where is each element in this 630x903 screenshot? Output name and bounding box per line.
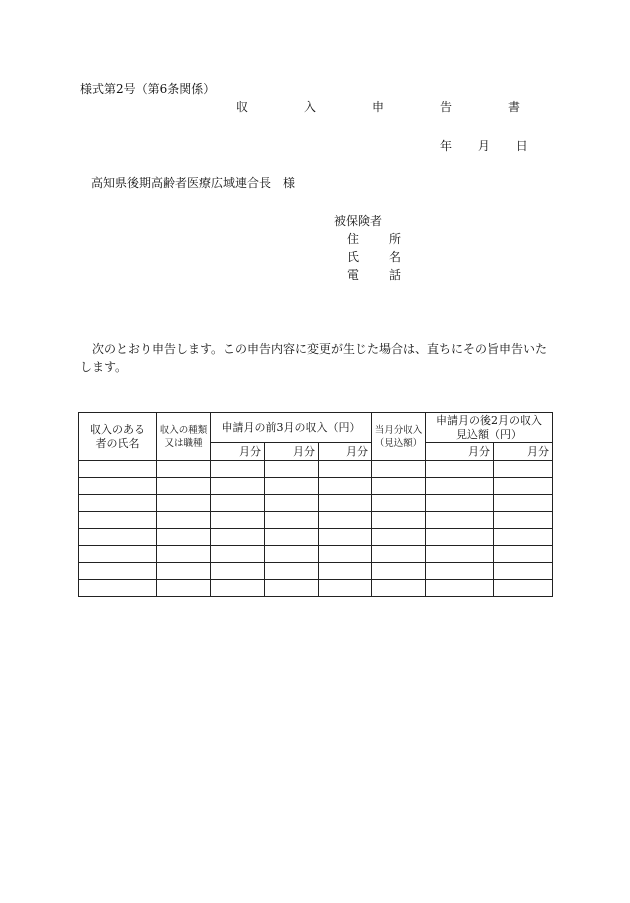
header-next2-income: 申請月の後2月の収入 見込額（円） bbox=[426, 413, 553, 443]
header-current-income: 当月分収入 （見込額） bbox=[372, 413, 426, 461]
blank-cell[interactable] bbox=[494, 478, 553, 495]
blank-cell[interactable] bbox=[211, 495, 265, 512]
table-row bbox=[79, 478, 553, 495]
blank-cell[interactable] bbox=[426, 478, 494, 495]
blank-cell[interactable] bbox=[319, 529, 372, 546]
document-title: 収 入 申 告 書 bbox=[236, 100, 543, 114]
blank-cell[interactable] bbox=[319, 478, 372, 495]
blank-cell[interactable] bbox=[79, 478, 157, 495]
blank-cell[interactable] bbox=[211, 461, 265, 478]
blank-cell[interactable] bbox=[319, 546, 372, 563]
blank-cell[interactable] bbox=[372, 529, 426, 546]
blank-cell[interactable] bbox=[157, 529, 211, 546]
blank-cell[interactable] bbox=[494, 580, 553, 597]
blank-cell[interactable] bbox=[211, 580, 265, 597]
blank-cell[interactable] bbox=[157, 512, 211, 529]
table-row bbox=[79, 546, 553, 563]
table-row bbox=[79, 461, 553, 478]
blank-cell[interactable] bbox=[494, 495, 553, 512]
month-header: 月分 bbox=[494, 443, 553, 461]
blank-cell[interactable] bbox=[319, 495, 372, 512]
header-prev3-income: 申請月の前3月の収入（円） bbox=[211, 413, 372, 443]
date-line bbox=[440, 137, 550, 154]
blank-cell[interactable] bbox=[157, 478, 211, 495]
blank-cell[interactable] bbox=[211, 563, 265, 580]
blank-cell[interactable] bbox=[265, 461, 319, 478]
blank-cell[interactable] bbox=[494, 546, 553, 563]
month-label: 月 bbox=[477, 139, 490, 153]
blank-cell[interactable] bbox=[426, 563, 494, 580]
blank-cell[interactable] bbox=[265, 529, 319, 546]
insured-label: 被保険者 bbox=[334, 214, 383, 228]
blank-cell[interactable] bbox=[372, 478, 426, 495]
blank-cell[interactable] bbox=[426, 512, 494, 529]
blank-cell[interactable] bbox=[79, 546, 157, 563]
table-row bbox=[79, 580, 553, 597]
blank-cell[interactable] bbox=[426, 529, 494, 546]
phone-label: 電 話 bbox=[347, 268, 411, 282]
blank-cell[interactable] bbox=[426, 546, 494, 563]
blank-cell[interactable] bbox=[211, 546, 265, 563]
day-label: 日 bbox=[515, 139, 528, 153]
blank-cell[interactable] bbox=[319, 563, 372, 580]
blank-cell[interactable] bbox=[494, 512, 553, 529]
blank-cell[interactable] bbox=[265, 512, 319, 529]
blank-cell[interactable] bbox=[426, 495, 494, 512]
blank-cell[interactable] bbox=[426, 461, 494, 478]
blank-cell[interactable] bbox=[372, 461, 426, 478]
name-label: 氏 名 bbox=[347, 250, 411, 264]
blank-cell[interactable] bbox=[79, 580, 157, 597]
blank-cell[interactable] bbox=[372, 495, 426, 512]
month-header: 月分 bbox=[426, 443, 494, 461]
header-earner-name: 収入のある 者の氏名 bbox=[79, 413, 157, 461]
blank-cell[interactable] bbox=[319, 461, 372, 478]
income-table bbox=[78, 412, 553, 597]
blank-cell[interactable] bbox=[79, 512, 157, 529]
declaration-text: 次のとおり申告します。この申告内容に変更が生じた場合は、直ちにその旨申告いたします。 bbox=[80, 342, 548, 374]
blank-cell[interactable] bbox=[157, 461, 211, 478]
blank-cell[interactable] bbox=[372, 580, 426, 597]
month-header: 月分 bbox=[319, 443, 372, 461]
blank-cell[interactable] bbox=[319, 512, 372, 529]
table-row bbox=[79, 512, 553, 529]
blank-cell[interactable] bbox=[211, 512, 265, 529]
blank-cell[interactable] bbox=[494, 461, 553, 478]
blank-cell[interactable] bbox=[157, 563, 211, 580]
table-row bbox=[79, 529, 553, 546]
blank-cell[interactable] bbox=[426, 580, 494, 597]
year-label: 年 bbox=[440, 139, 453, 153]
form-number: 様式第2号（第6条関係） bbox=[80, 82, 216, 96]
blank-cell[interactable] bbox=[372, 563, 426, 580]
address-label: 住 所 bbox=[347, 232, 411, 246]
month-header: 月分 bbox=[211, 443, 265, 461]
blank-cell[interactable] bbox=[79, 563, 157, 580]
addressee: 高知県後期高齢者医療広域連合長 様 bbox=[91, 176, 296, 190]
blank-cell[interactable] bbox=[265, 580, 319, 597]
month-header: 月分 bbox=[265, 443, 319, 461]
blank-cell[interactable] bbox=[265, 546, 319, 563]
table-row bbox=[79, 563, 553, 580]
blank-cell[interactable] bbox=[79, 495, 157, 512]
table-row bbox=[79, 495, 553, 512]
blank-cell[interactable] bbox=[157, 580, 211, 597]
blank-cell[interactable] bbox=[494, 529, 553, 546]
blank-cell[interactable] bbox=[372, 546, 426, 563]
blank-cell[interactable] bbox=[265, 495, 319, 512]
blank-cell[interactable] bbox=[157, 495, 211, 512]
blank-cell[interactable] bbox=[79, 529, 157, 546]
blank-cell[interactable] bbox=[211, 529, 265, 546]
blank-cell[interactable] bbox=[372, 512, 426, 529]
blank-cell[interactable] bbox=[319, 580, 372, 597]
blank-cell[interactable] bbox=[211, 478, 265, 495]
blank-cell[interactable] bbox=[79, 461, 157, 478]
header-income-type: 収入の種類 又は職種 bbox=[157, 413, 211, 461]
blank-cell[interactable] bbox=[157, 546, 211, 563]
blank-cell[interactable] bbox=[265, 563, 319, 580]
blank-cell[interactable] bbox=[494, 563, 553, 580]
blank-cell[interactable] bbox=[265, 478, 319, 495]
